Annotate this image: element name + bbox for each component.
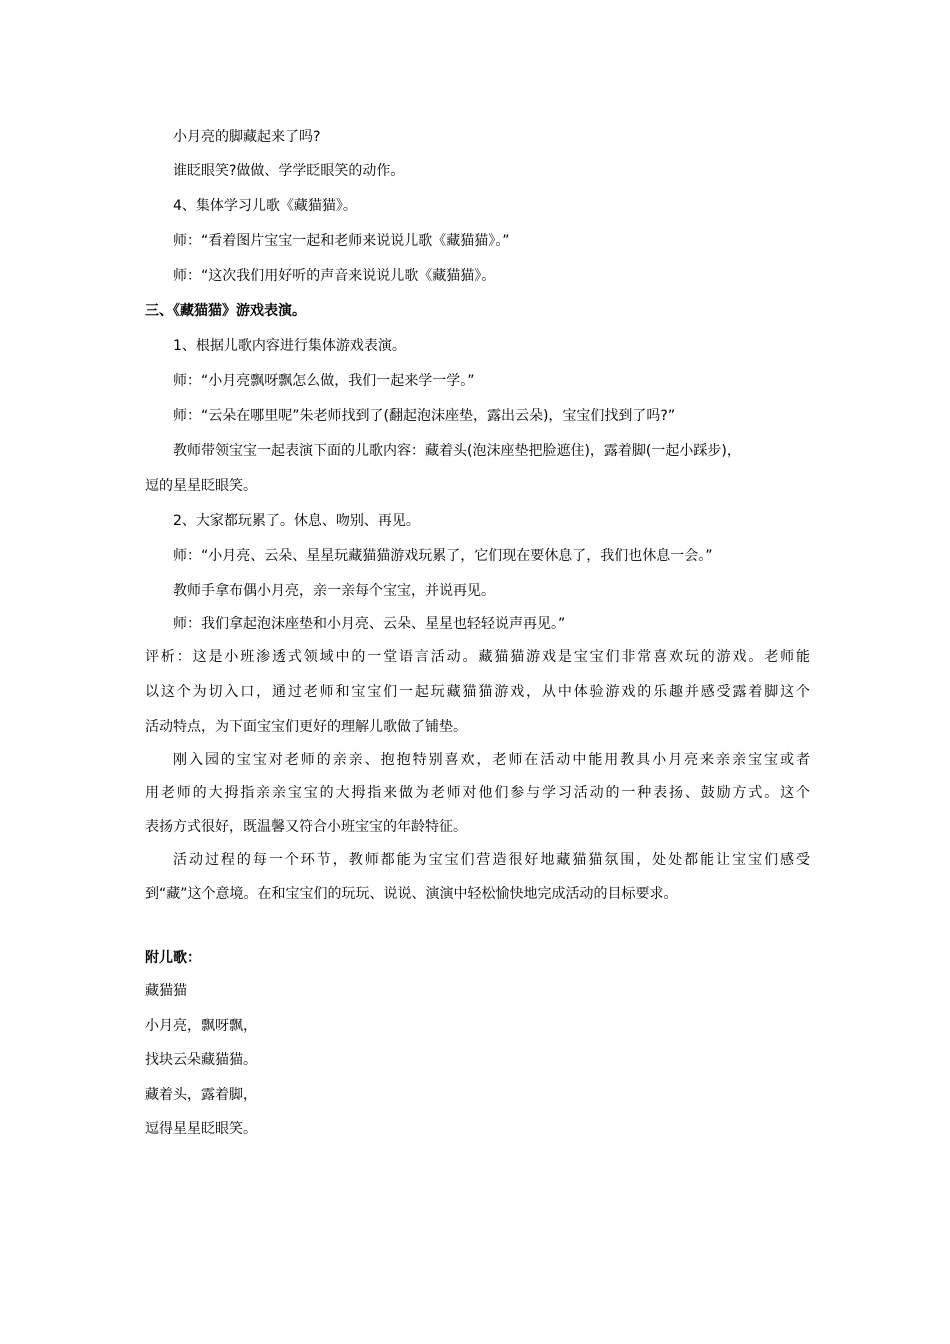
paragraph-line: 2、大家都玩累了。休息、吻别、再见。	[173, 513, 420, 529]
commentary-line: 表扬方式很好，既温馨又符合小班宝宝的年龄特征。	[145, 819, 467, 835]
paragraph-line: 1、根据儿歌内容进行集体游戏表演。	[173, 338, 406, 354]
commentary-line: 以这个为切入口，通过老师和宝宝们一起玩藏猫猫游戏，从中体验游戏的乐趣并感受露着脚这个	[145, 684, 810, 700]
commentary-line: 到“藏”这个意境。在和宝宝们的玩玩、说说、演演中轻松愉快地完成活动的目标要求。	[145, 886, 678, 902]
paragraph-line: 师：“小月亮飘呀飘怎么做，我们一起来学一学。”	[173, 373, 475, 389]
paragraph-line: 谁眨眼笑?做做、学学眨眼笑的动作。	[173, 163, 405, 179]
poem-line: 找块云朵藏猫猫。	[145, 1052, 257, 1068]
poem-line: 逗得星星眨眼笑。	[145, 1121, 257, 1137]
paragraph-line: 教师带领宝宝一起表演下面的儿歌内容：藏着头(泡沫座垫把脸遮住)，露着脚(一起小踩步)，	[173, 443, 741, 459]
commentary-line: 活动过程的每一个环节，教师都能为宝宝们营造很好地藏猫猫氛围，处处都能让宝宝们感受	[173, 852, 810, 868]
paragraph-line: 逗的星星眨眼笑。	[145, 478, 257, 494]
poem-line: 藏着头，露着脚，	[145, 1087, 257, 1103]
poem-title: 藏猫猫	[145, 983, 187, 999]
paragraph-line: 师：“小月亮、云朵、星星玩藏猫猫游戏玩累了，它们现在要休息了，我们也休息一会。”	[173, 548, 713, 564]
paragraph-line: 师：“看着图片宝宝一起和老师来说说儿歌《藏猫猫》。”	[173, 233, 510, 249]
paragraph-line: 小月亮的脚藏起来了吗?	[173, 129, 321, 145]
paragraph-line: 教师手拿布偶小月亮，亲一亲每个宝宝，并说再见。	[173, 583, 495, 599]
section-heading: 三、《藏猫猫》游戏表演。	[145, 303, 306, 319]
paragraph-line: 师：我们拿起泡沫座垫和小月亮、云朵、星星也轻轻说声再见。”	[173, 616, 566, 632]
commentary-line: 用老师的大拇指亲亲宝宝的大拇指来做为老师对他们参与学习活动的一种表扬、鼓励方式。这个	[145, 785, 810, 801]
paragraph-line: 师：“这次我们用好听的声音来说说儿歌《藏猫猫》。	[173, 268, 496, 284]
poem-line: 小月亮，飘呀飘，	[145, 1018, 257, 1034]
appendix-heading: 附儿歌：	[145, 950, 201, 966]
commentary-line: 评析：这是小班渗透式领域中的一堂语言活动。藏猫猫游戏是宝宝们非常喜欢玩的游戏。老师能	[145, 649, 810, 665]
commentary-line: 活动特点，为下面宝宝们更好的理解儿歌做了铺垫。	[145, 719, 467, 735]
paragraph-line: 4、集体学习儿歌《藏猫猫》。	[173, 198, 357, 214]
commentary-line: 刚入园的宝宝对老师的亲亲、抱抱特别喜欢，老师在活动中能用教具小月亮来亲亲宝宝或者	[173, 752, 810, 768]
paragraph-line: 师：“云朵在哪里呢”朱老师找到了(翻起泡沫座垫，露出云朵)，宝宝们找到了吗?”	[173, 408, 676, 424]
